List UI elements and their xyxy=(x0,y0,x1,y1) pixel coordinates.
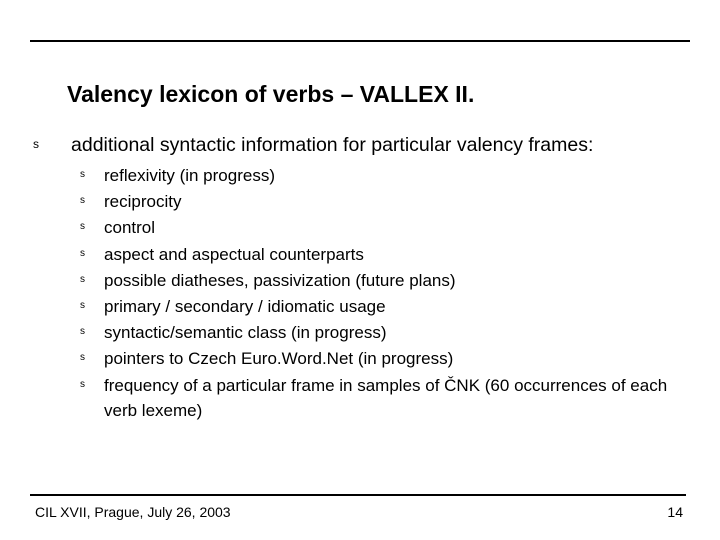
sub-bullet-text: syntactic/semantic class (in progress) xyxy=(104,323,387,343)
sub-bullet-item xyxy=(80,189,710,215)
sub-bullet-text: possible diatheses, passivization (future plans) xyxy=(104,270,456,290)
sub-bullet-text: primary / secondary / idiomatic usage xyxy=(104,297,386,317)
sub-bullet-item xyxy=(80,163,710,189)
footer-conference-text: CIL XVII, Prague, July 26, 2003 xyxy=(35,504,231,520)
sub-bullet-text: pointers to Czech Euro.Word.Net (in progress) xyxy=(104,349,454,369)
bullet-icon: s xyxy=(80,247,85,259)
sub-bullet-text: control xyxy=(104,218,156,238)
bullet-icon: s xyxy=(80,326,85,338)
bullet-icon: s xyxy=(80,221,85,233)
top-rule xyxy=(30,40,690,42)
bullet-icon: s xyxy=(80,352,85,364)
sub-bullet-item xyxy=(80,242,710,268)
sub-bullet-text: reciprocity xyxy=(104,192,182,212)
sub-bullet-item xyxy=(80,215,710,241)
bullet-icon: s xyxy=(33,137,39,151)
sub-bullet-item xyxy=(80,346,710,372)
sub-bullet-item xyxy=(80,268,710,294)
sub-bullet-item xyxy=(80,294,710,320)
bullet-icon: s xyxy=(80,169,85,180)
sub-bullet-text: aspect and aspectual counterparts xyxy=(104,244,364,264)
main-bullet-text: additional syntactic information for particular valency frames: xyxy=(71,134,594,156)
sub-bullet-text: frequency of a particular frame in samples of ČNK (60 occurrences of each verb lexeme) xyxy=(104,375,668,420)
slide-title: Valency lexicon of verbs – VALLEX II. xyxy=(67,81,475,107)
bottom-rule xyxy=(30,494,686,496)
bullet-icon: s xyxy=(80,300,85,312)
bullet-icon: s xyxy=(80,378,85,390)
bullet-icon: s xyxy=(80,195,85,207)
sub-bullet-item xyxy=(80,320,710,346)
page-number: 14 xyxy=(667,504,683,520)
sub-bullet-item xyxy=(80,373,704,423)
sub-bullet-list xyxy=(80,163,710,423)
bullet-icon: s xyxy=(80,273,85,285)
sub-bullet-text: reflexivity (in progress) xyxy=(104,166,275,185)
